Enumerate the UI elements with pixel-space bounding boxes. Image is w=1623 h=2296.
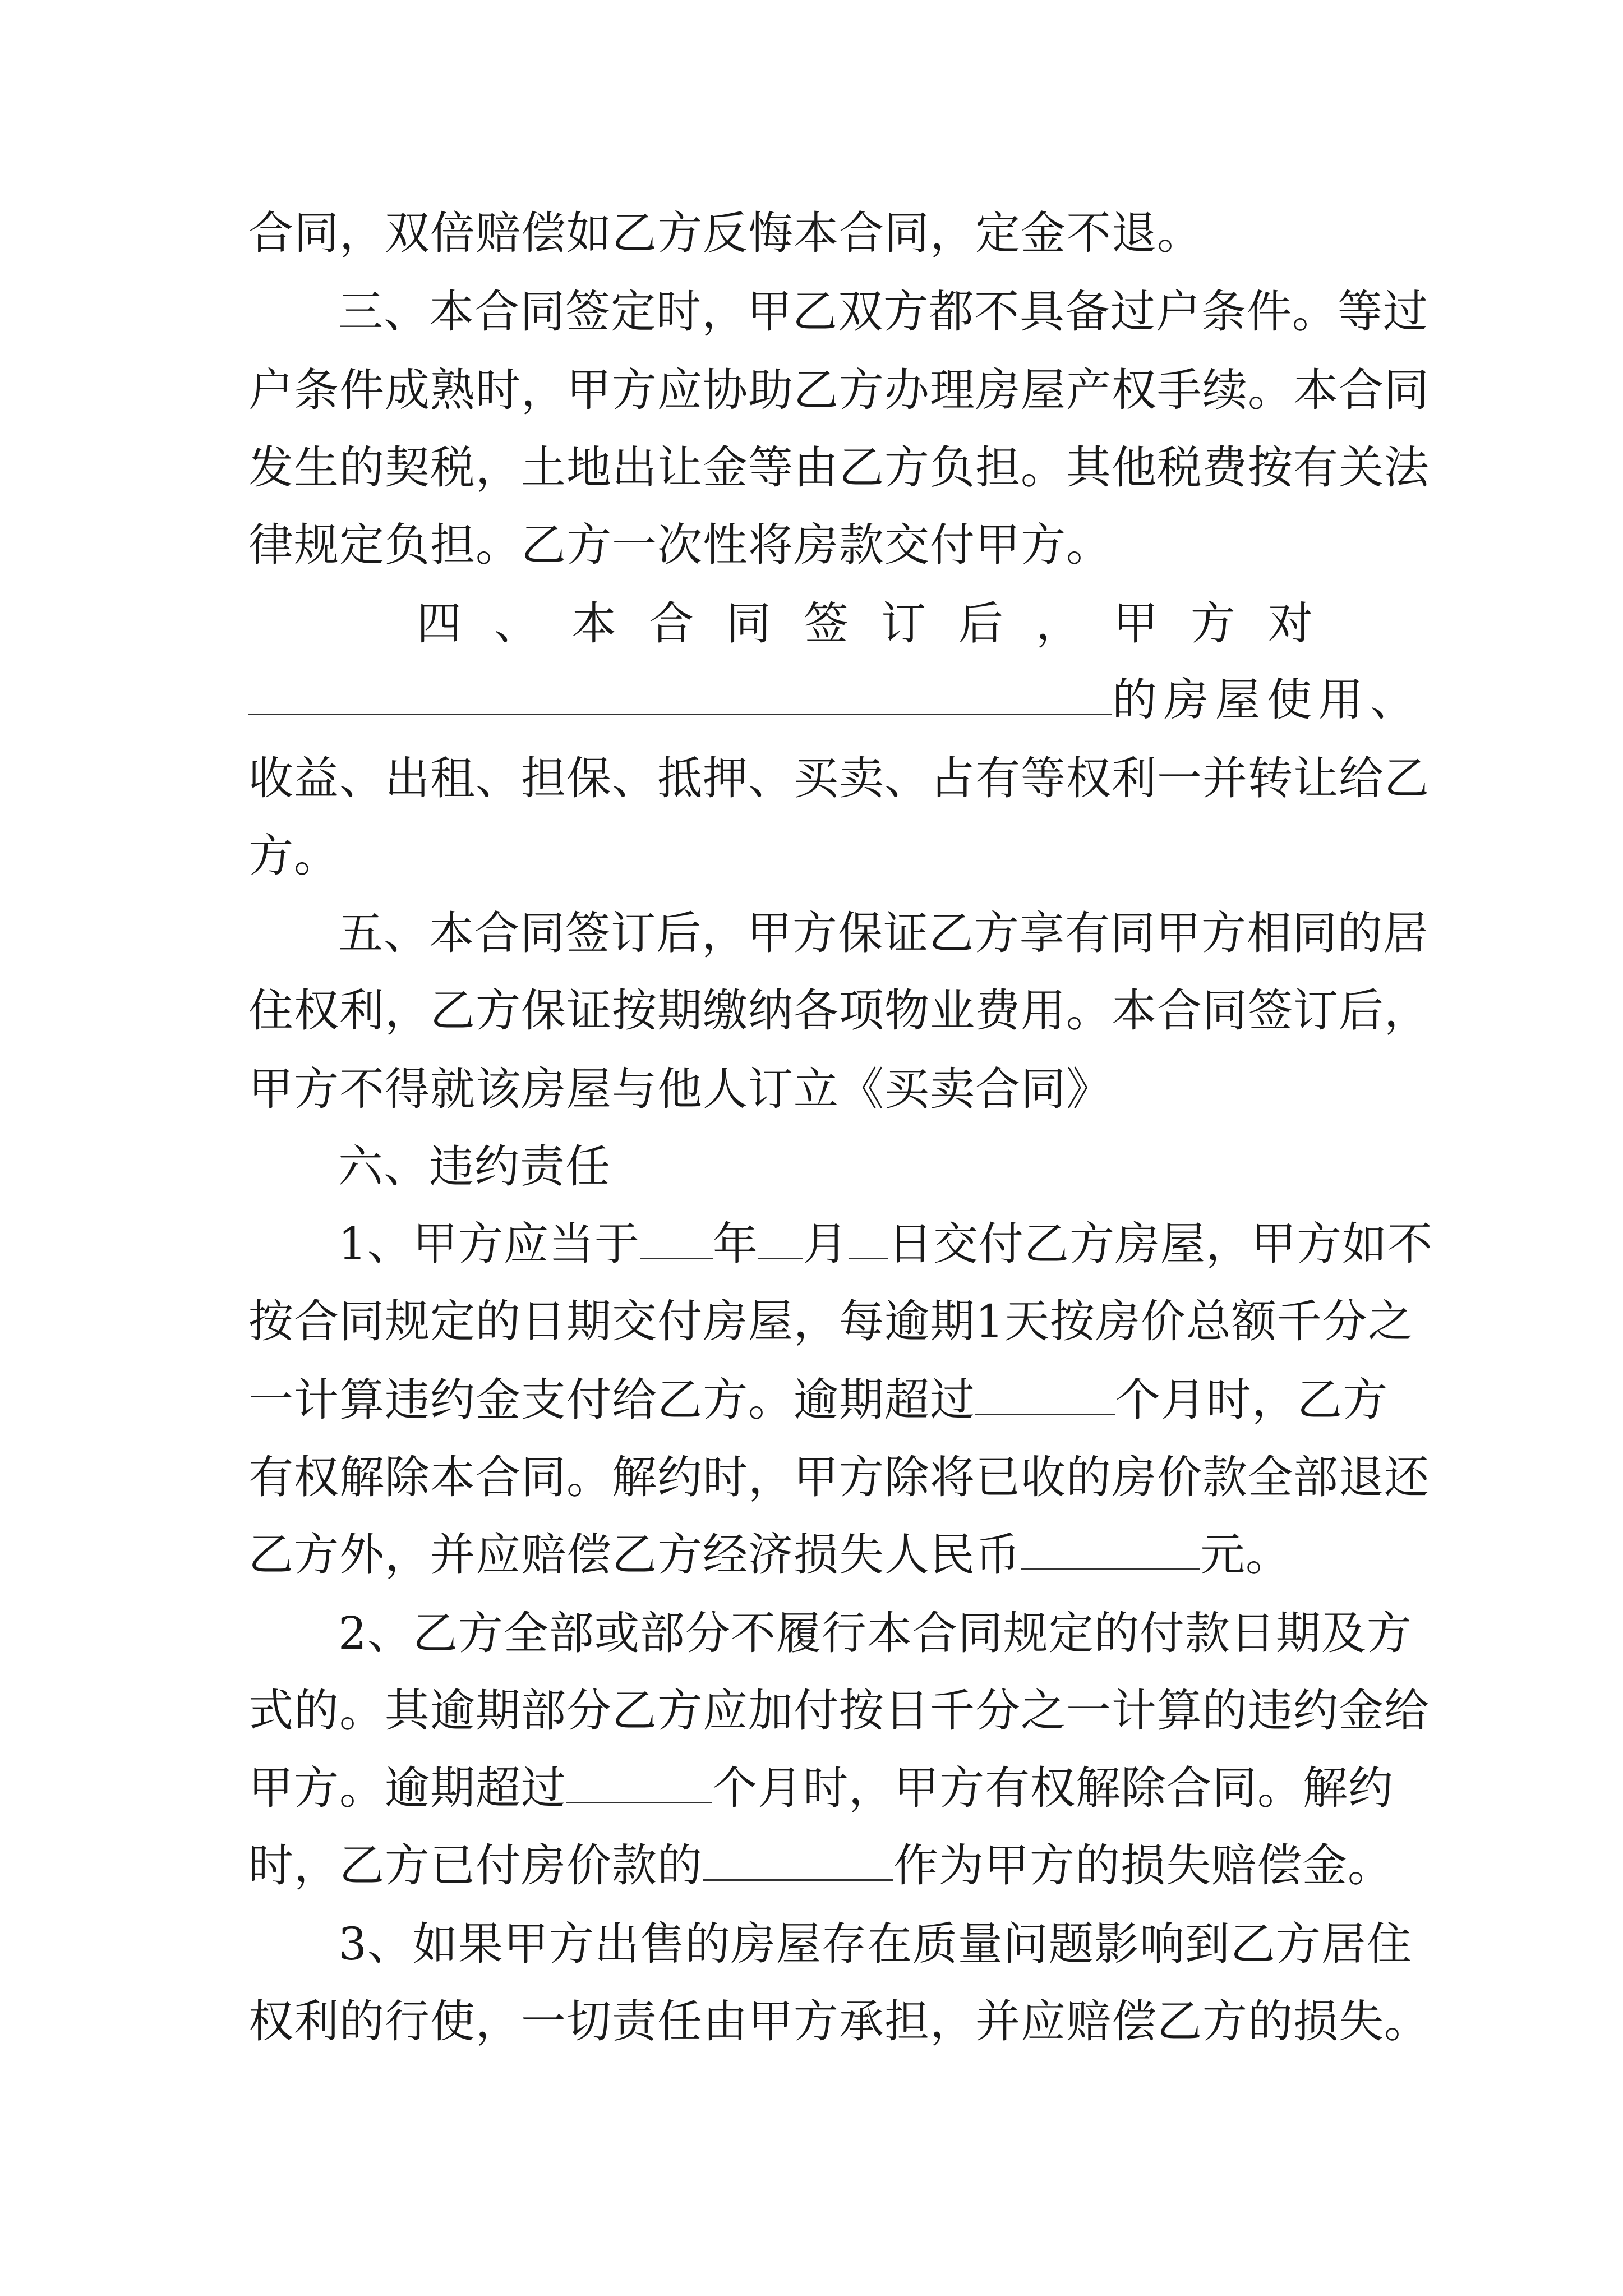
text-run: 乙方外，并应赔偿乙方经济损失人民币 (248, 1529, 1021, 1581)
text-line (248, 984, 1430, 1038)
fill-blank (566, 1763, 712, 1803)
text-line (248, 673, 1422, 727)
text-line (248, 1295, 1413, 1349)
fill-blank (975, 1374, 1115, 1415)
fill-blank (849, 1218, 888, 1259)
text-line (248, 1373, 1389, 1427)
clause-1-line-1 (248, 1217, 1433, 1271)
text-run: 3、如果甲方出售的房屋存在质量问题影响到乙方居住 (338, 1918, 1412, 1970)
text-run: 个月时，甲方有权解除合同。解约 (712, 1762, 1394, 1814)
paragraph-3-line-1 (248, 285, 1428, 339)
text-run: 有权解除本合同。解约时，甲方除将已收的房价款全部退还 (248, 1451, 1430, 1503)
text-run: 甲方不得就该房屋与他人订立《买卖合同》 (248, 1063, 1112, 1115)
text-run: 合同，双倍赔偿如乙方反悔本合同，定金不退。 (248, 207, 1202, 259)
text-line (248, 752, 1430, 806)
text-run: 发生的契税，土地出让金等由乙方负担。其他税费按有关法 (248, 441, 1430, 494)
paragraph-4-line-1 (417, 597, 1389, 651)
text-line (248, 518, 1389, 572)
text-run: 律规定负担。乙方一次性将房款交付甲方。 (248, 519, 1112, 571)
text-line (248, 1528, 1389, 1582)
text-run: 户条件成熟时，甲方应协助乙方办理房屋产权手续。本合同 (248, 364, 1430, 416)
text-run: 月 (803, 1218, 849, 1270)
section-heading (248, 1140, 1389, 1194)
text-run: 甲方。逾期超过 (248, 1762, 566, 1814)
fill-blank (640, 1218, 713, 1259)
text-run: 六、违约责任 (338, 1140, 611, 1193)
fill-blank (248, 674, 1112, 715)
text-run: 2、乙方全部或部分不履行本合同规定的付款日期及方 (338, 1607, 1412, 1659)
text-run: 时，乙方已付房价款的 (248, 1839, 703, 1892)
fill-blank (703, 1840, 893, 1881)
text-line (248, 1062, 1389, 1116)
text-run: 1、甲方应当于 (338, 1218, 640, 1270)
text-line (248, 206, 1389, 260)
text-run: 收益、出租、担保、抵押、买卖、占有等权利一并转让给乙 (248, 752, 1430, 804)
text-run: 住权利，乙方保证按期缴纳各项物业费用。本合同签订后， (248, 984, 1430, 1037)
text-line (248, 364, 1430, 417)
text-line (248, 1839, 1393, 1893)
clause-2-line-1 (248, 1607, 1412, 1660)
fill-blank (758, 1218, 803, 1259)
text-run: 五、本合同签订后，甲方保证乙方享有同甲方相同的居 (338, 907, 1428, 959)
text-run: 元。 (1200, 1529, 1291, 1581)
clause-3-line-1 (248, 1917, 1412, 1971)
text-run: 个月时，乙方 (1115, 1374, 1388, 1426)
text-run: 式的。其逾期部分乙方应加付按日千分之一计算的违约金给 (248, 1685, 1430, 1737)
text-run: 三、本合同签定时，甲乙双方都不具备过户条件。等过 (338, 286, 1428, 338)
text-line (248, 1684, 1430, 1738)
paragraph-5-line-1 (248, 907, 1428, 960)
text-run: 一计算违约金支付给乙方。逾期超过 (248, 1374, 975, 1426)
text-run: 年 (712, 1218, 758, 1270)
text-line (248, 1451, 1430, 1504)
fill-blank (1021, 1529, 1200, 1570)
text-line (248, 1995, 1430, 2049)
text-run: 权利的行使，一切责任由甲方承担，并应赔偿乙方的损失。 (248, 1995, 1430, 2047)
text-line (248, 1761, 1394, 1815)
text-run: 方。 (248, 830, 339, 882)
text-run: 日交付乙方房屋，甲方如不 (887, 1218, 1433, 1270)
text-line (248, 441, 1430, 495)
text-run: 作为甲方的损失赔偿金。 (893, 1839, 1393, 1892)
text-run: 四、本合同签订后，甲方对 (417, 597, 1345, 650)
text-run: 按合同规定的日期交付房屋，每逾期1天按房价总额千分之 (248, 1295, 1413, 1347)
text-line (248, 829, 1389, 883)
text-run: 的房屋使用、 (1112, 674, 1422, 726)
